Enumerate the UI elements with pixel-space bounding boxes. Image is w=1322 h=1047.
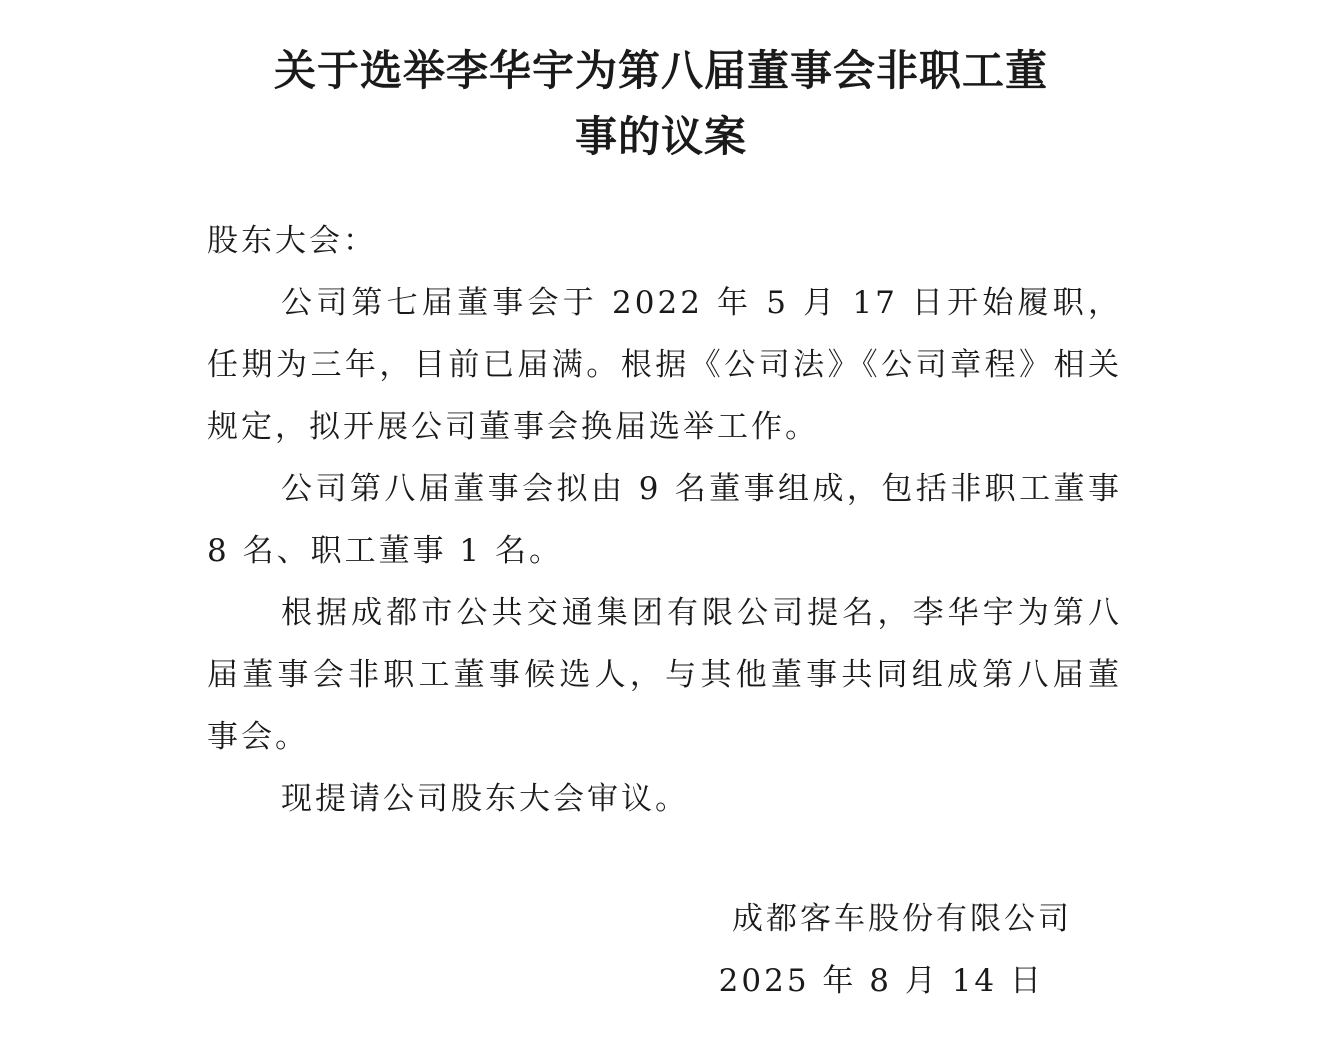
- signature-block: [719, 888, 1072, 1012]
- salutation: 股东大会：: [207, 223, 377, 259]
- title-line-2: 事的议案: [574, 112, 747, 161]
- signature-date: 2025 年 8 月 14 日: [718, 963, 1044, 999]
- signature-company: 成都客车股份有限公司: [732, 901, 1072, 937]
- paragraph-4: 现提请公司股东大会审议。: [281, 781, 689, 817]
- paragraph-2: 公司第八届董事会拟由 9 名董事组成，包括非职工董事 8 名、职工董事 1 名。: [207, 471, 1122, 569]
- paragraph-3: 根据成都市公共交通集团有限公司提名，李华宇为第八届董事会非职工董事候选人，与其他董事共同组成第八届董事会。: [207, 595, 1122, 755]
- title-line-1: 关于选举李华宇为第八届董事会非职工董: [273, 46, 1048, 95]
- document-title: [200, 38, 1122, 170]
- document-body: [207, 210, 1122, 830]
- paragraph-1: 公司第七届董事会于 2022 年 5 月 17 日开始履职，任期为三年，目前已届满。根据《公司法》《公司章程》相关规定，拟开展公司董事会换届选举工作。: [207, 285, 1122, 445]
